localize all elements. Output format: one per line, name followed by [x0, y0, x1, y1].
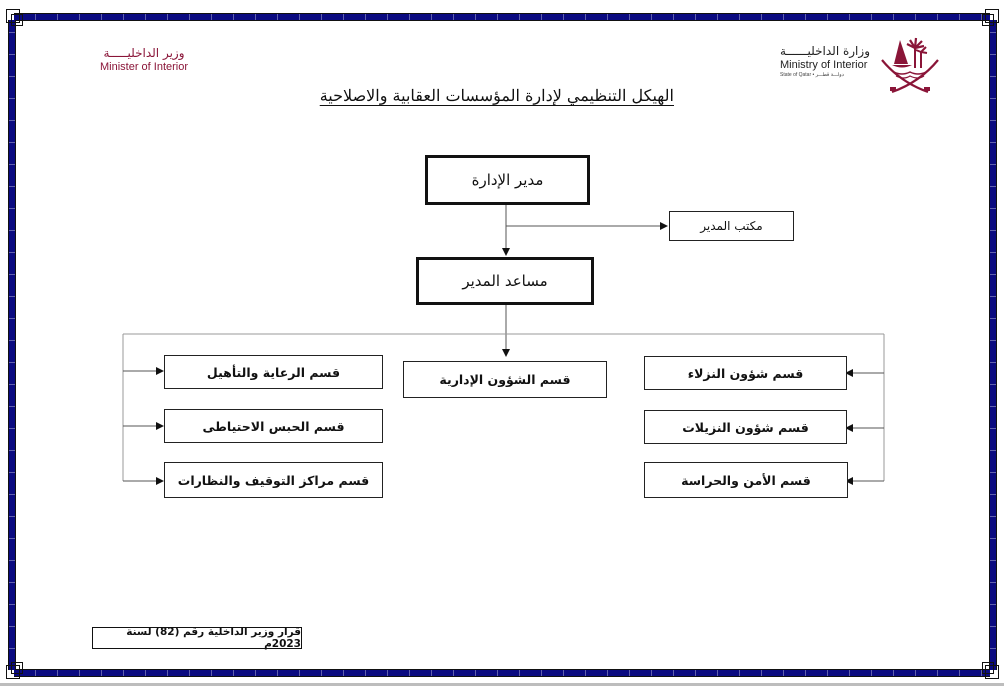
org-box-left-section-label: قسم الحبس الاحتياطى: [202, 418, 345, 434]
org-box-administrative-affairs[interactable]: [403, 361, 607, 398]
org-box-director-label: مدير الإدارة: [471, 171, 544, 189]
org-box-assistant-director[interactable]: [416, 257, 594, 305]
org-box-right-section[interactable]: [644, 462, 848, 498]
org-box-right-section-label: قسم شؤون النزيلات: [682, 419, 809, 435]
org-box-director-office-label: مكتب المدير: [700, 219, 763, 233]
decree-reference-text: قرار وزير الداخلية رقم (82) لسنة 2023م: [126, 626, 301, 650]
org-box-right-section-label: قسم شؤون النزلاء: [687, 365, 804, 381]
page-title: الهيكل التنظيمي لإدارة المؤسسات العقابية والاصلاحية: [319, 86, 674, 105]
minister-title-en: Minister of Interior: [99, 61, 189, 73]
org-box-left-section[interactable]: [164, 409, 383, 443]
org-box-administrative-affairs-label: قسم الشؤون الإدارية: [439, 372, 571, 387]
org-box-right-section[interactable]: [644, 410, 847, 444]
org-box-director-office[interactable]: [669, 211, 794, 241]
org-box-left-section-label: قسم مراكز التوقيف والنظارات: [177, 472, 370, 488]
org-box-director[interactable]: [425, 155, 590, 205]
org-box-left-section[interactable]: [164, 462, 383, 498]
ministry-subtitle: State of Qatar • دولـــة قطـــر: [780, 72, 844, 78]
org-box-left-section-label: قسم الرعاية والتأهيل: [206, 364, 341, 380]
ministry-title-ar: وزارة الداخليــــــة: [780, 44, 870, 58]
org-box-right-section-label: قسم الأمن والحراسة: [681, 472, 811, 488]
org-box-left-section[interactable]: [164, 355, 383, 389]
decree-reference: [92, 627, 302, 649]
org-box-assistant-director-label: مساعد المدير: [462, 272, 548, 290]
minister-title-ar: وزير الداخليـــــة: [103, 46, 185, 60]
ministry-title-en: Ministry of Interior: [780, 59, 868, 71]
org-box-right-section[interactable]: [644, 356, 847, 390]
